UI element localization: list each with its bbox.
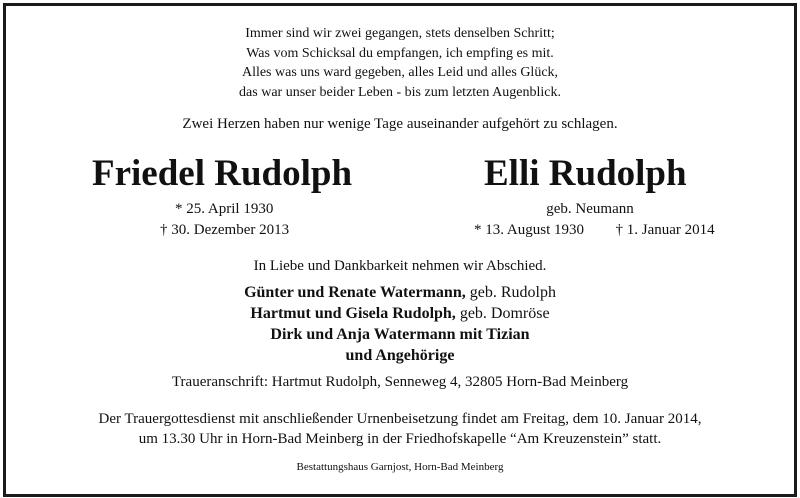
family-note: geb. Rudolph xyxy=(465,284,556,301)
poem xyxy=(0,24,800,102)
poem-line: das war unser beider Leben - bis zum letzten Augenblick. xyxy=(239,84,561,100)
family-line xyxy=(0,303,800,324)
poem-line: Alles was uns ward gegeben, alles Leid und alles Glück, xyxy=(241,65,559,80)
person2-died: † 1. Januar 2014 xyxy=(615,222,715,238)
farewell-text: In Liebe und Dankbarkeit nehmen wir Abschied. xyxy=(253,258,547,274)
poem-line: Immer sind wir zwei gegangen, stets denselben Schritt; xyxy=(245,26,555,41)
person1-name: Friedel Rudolph xyxy=(92,153,353,194)
family-line xyxy=(0,324,800,345)
intro-text: Zwei Herzen haben nur wenige Tage auseinander aufgehört zu schlagen. xyxy=(182,116,618,132)
undertaker: Bestattungshaus Garnjost, Horn-Bad Meinberg xyxy=(296,461,504,473)
family-name: Hartmut und Gisela Rudolph, xyxy=(250,305,456,322)
person2-maiden: geb. Neumann xyxy=(546,201,634,217)
person2-name: Elli Rudolph xyxy=(484,153,687,194)
person2-dates xyxy=(474,220,715,241)
poem-line: Was vom Schicksal du empfangen, ich empfing es mit. xyxy=(246,45,554,61)
service-line: Der Trauergottesdienst mit anschließender Urnenbeisetzung findet am Freitag, dem 10. Januar 2014, xyxy=(98,411,702,427)
family-line xyxy=(0,345,800,366)
service-line: um 13.30 Uhr in Horn-Bad Meinberg in der Friedhofskapelle “Am Kreuzenstein” statt. xyxy=(138,431,662,447)
person1-born: * 25. April 1930 xyxy=(175,201,274,217)
family-name: Dirk und Anja Watermann mit Tizian xyxy=(270,326,530,343)
family-note: geb. Domröse xyxy=(455,305,550,322)
family-name: und Angehörige xyxy=(345,347,455,364)
family-list xyxy=(0,282,800,366)
person1-died: † 30. Dezember 2013 xyxy=(160,222,290,238)
service-info xyxy=(0,409,800,449)
family-name: Günter und Renate Watermann, xyxy=(244,284,466,301)
family-line xyxy=(0,282,800,303)
person2-born: * 13. August 1930 xyxy=(474,222,585,238)
mourning-address: Traueranschrift: Hartmut Rudolph, Senneweg 4, 32805 Horn-Bad Meinberg xyxy=(171,374,629,390)
